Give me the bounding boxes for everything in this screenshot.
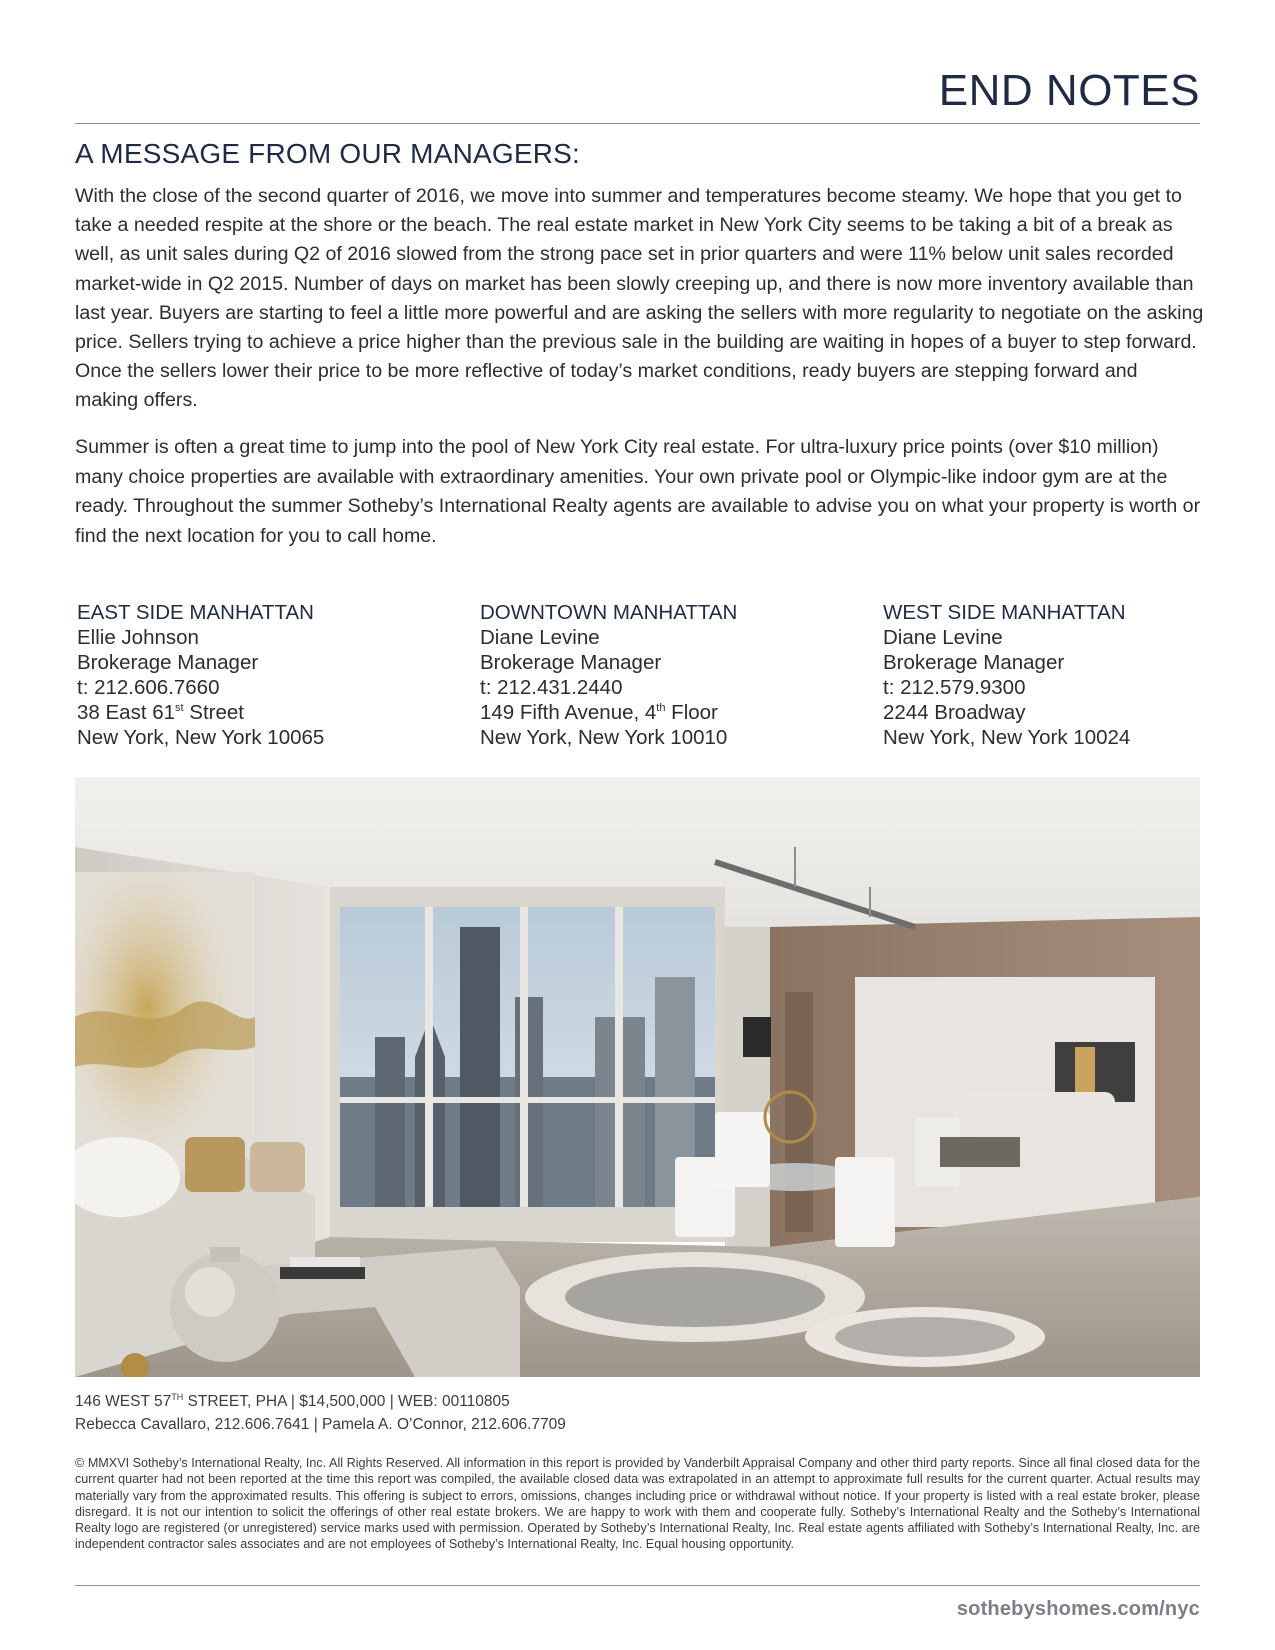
office-phone: t: 212.579.9300 xyxy=(883,676,1026,699)
footer-divider xyxy=(75,1585,1200,1586)
listing-agents: Rebecca Cavallaro, 212.606.7641 | Pamela A. O’Connor, 212.606.7709 xyxy=(75,1416,566,1433)
message-paragraph-1: With the close of the second quarter of 2016, we move into summer and temperatures become steamy. We hope that you get to take a needed respite at the shore or the beach. The real estate market in New York City seems to be taking a bit of a break as well, as unit sales during Q2 of 2016 slowed from the strong pace set in prior quarters and were 11% below unit sales recorded market-wide in Q2 2015. Number of days on market has been slowly creeping up, and there is now more inventory available than last year. Buyers are starting to feel a little more powerful and are asking the sellers with more regularity to negotiate on the asking price. Sellers trying to achieve a price higher than the previous sale in the building are waiting in hopes of a buyer to step forward. Once the sellers lower their price to be more reflective of today’s market conditions, ready buyers are stepping forward and making offers. xyxy=(75,185,1204,412)
office-phone: t: 212.431.2440 xyxy=(480,676,623,699)
office-region: EAST SIDE MANHATTAN xyxy=(77,601,314,624)
office-manager-role: Brokerage Manager xyxy=(77,651,259,674)
office-downtown xyxy=(480,600,840,750)
office-city: New York, New York 10024 xyxy=(883,726,1131,749)
office-phone: t: 212.606.7660 xyxy=(77,676,220,699)
office-east-side xyxy=(77,600,437,750)
page-title: END NOTES xyxy=(938,66,1200,115)
listing-address-price: 146 WEST 57TH STREET, PHA | $14,500,000 | WEB: 00110805 xyxy=(75,1391,510,1410)
header-divider xyxy=(75,123,1200,124)
listing-photo xyxy=(75,777,1200,1377)
office-manager-name: Diane Levine xyxy=(883,626,1003,649)
office-address: 2244 Broadway xyxy=(883,701,1026,724)
office-region: WEST SIDE MANHATTAN xyxy=(883,601,1126,624)
office-region: DOWNTOWN MANHATTAN xyxy=(480,601,738,624)
website-link[interactable]: sothebyshomes.com/nyc xyxy=(956,1598,1200,1620)
office-address: 38 East 61st Street xyxy=(77,701,244,724)
office-manager-role: Brokerage Manager xyxy=(883,651,1065,674)
office-manager-name: Diane Levine xyxy=(480,626,600,649)
message-paragraph-2: Summer is often a great time to jump into the pool of New York City real estate. For ultra-luxury price points (over $10 million) many choice properties are available with extraordinary amenities. Your own private pool or Olympic-like indoor gym are at the ready. Throughout the summer Sotheby’s International Realty agents are available to advise you on what your property is worth or find the next location for you to call home. xyxy=(75,436,1201,547)
office-manager-role: Brokerage Manager xyxy=(480,651,662,674)
listing-caption xyxy=(75,1390,566,1436)
message-heading: A MESSAGE FROM OUR MANAGERS: xyxy=(75,138,581,169)
office-west-side xyxy=(883,600,1243,750)
office-address: 149 Fifth Avenue, 4th Floor xyxy=(480,701,718,724)
office-manager-name: Ellie Johnson xyxy=(77,626,199,649)
office-city: New York, New York 10065 xyxy=(77,726,325,749)
legal-disclaimer: © MMXVI Sotheby’s International Realty, Inc. All Rights Reserved. All information in this report is provided by Vanderbilt Appraisal Company and other third party reports. Since all final closed data for the current quarter had not been reported at the time this report was compiled, the available closed data was extrapolated in an attempt to approximate full results for the current quarter. Actual results may materially vary from the approximated results. This offering is subject to errors, omissions, changes including price or withdrawal without notice. If your property is listed with a real estate broker, please disregard. It is not our intention to solicit the offerings of other real estate brokers. We are happy to work with them and cooperate fully. Sotheby’s International Realty and the Sotheby’s International Realty logo are registered (or unregistered) service marks used with permission. Operated by Sotheby’s International Realty, Inc. Real estate agents affiliated with Sotheby’s International Realty, Inc. are independent contractor sales associates and are not employees of Sotheby’s International Realty, Inc. Equal housing opportunity. xyxy=(75,1456,1200,1552)
office-city: New York, New York 10010 xyxy=(480,726,728,749)
